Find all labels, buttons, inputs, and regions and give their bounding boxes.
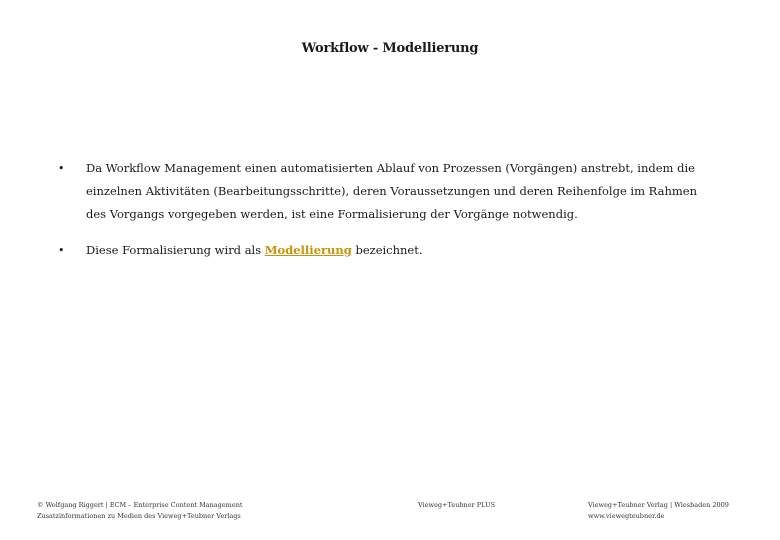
- footer-info-line: Zusatzinformationen zu Medien des Vieweg+Teubner Verlags: [37, 512, 241, 520]
- footer-copyright: [37, 500, 243, 522]
- bullet-list: [58, 157, 718, 275]
- slide-title: Workflow - Modellierung: [301, 41, 479, 56]
- footer-copyright-line: © Wolfgang Riggert | ECM – Enterprise Content Management: [37, 501, 243, 509]
- bullet-icon: •: [58, 244, 65, 257]
- footer-publisher-line: Vieweg+Teubner Verlag | Wiesbaden 2009: [588, 501, 729, 509]
- highlighted-term: Modellierung: [264, 243, 352, 257]
- footer-center: [418, 500, 495, 511]
- bullet-item-modellierung: [58, 239, 718, 262]
- bullet-text-before: Diese Formalisierung wird als: [86, 243, 265, 257]
- footer-publisher: [588, 500, 729, 522]
- footer-plus-label: Vieweg+Teubner PLUS: [418, 501, 496, 509]
- bullet-icon: •: [58, 162, 65, 175]
- bullet-text-after: bezeichnet.: [351, 243, 423, 257]
- footer-website-link[interactable]: www.viewegteubner.de: [588, 512, 665, 520]
- bullet-text: Da Workflow Management einen automatisierten Ablauf von Prozessen (Vorgängen) anstrebt, indem die einzelnen Aktivitäten (Bearbeitungsschritte), deren Voraussetzungen und deren Reihenfolge im Rahmen des Vorgangs vorgegeben werden, ist eine Formalisierung der Vorgänge notwendig.: [86, 161, 697, 221]
- bullet-item-workflow-definition: [58, 157, 718, 226]
